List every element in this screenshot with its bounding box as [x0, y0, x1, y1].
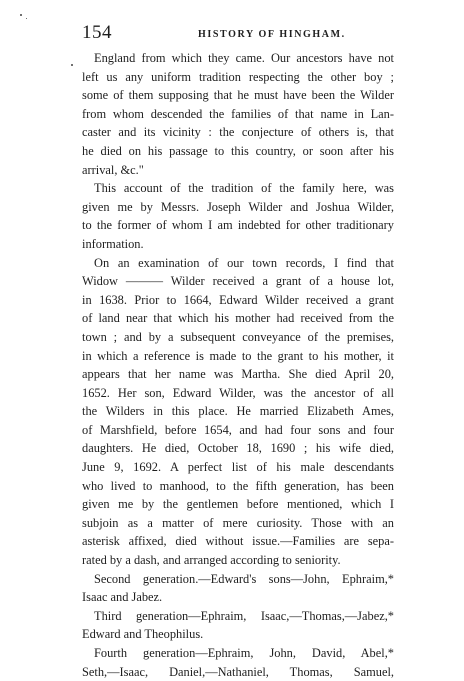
text-line: to the former of whom I am indebted for other traditionary: [82, 218, 394, 233]
text-line: 1652. Her son, Edward Wilder, was the ancestor of all: [82, 385, 394, 400]
text-line: Third generation—Ephraim, Isaac,—Thomas,—Jabez,*: [94, 608, 394, 623]
text-line: town ; and by a subsequent conveyance of the premises,: [82, 329, 394, 344]
text-line: appears that her name was Martha. She died April 20,: [82, 367, 394, 382]
text-line: Seth,—Isaac, Daniel,—Nathaniel, Thomas, Samuel,: [82, 664, 394, 679]
text-line: of Marshfield, before 1654, and had four sons and four: [82, 422, 394, 437]
text-line: England from which they came. Our ancestors have not: [94, 51, 394, 65]
text-line: in which a reference is made to the grant to his mother, it: [82, 348, 394, 363]
print-speck: [71, 64, 73, 66]
text-line: This account of the tradition of the family here, was: [94, 181, 394, 196]
text-line: from whom descended the families of that name in Lan-: [82, 106, 394, 121]
text-line: the Wilders in this place. He married Elizabeth Ames,: [82, 404, 394, 419]
text-line: given me by the gentlemen before mentioned, which I: [82, 497, 394, 512]
text-line: caster and its vicinity : the conjecture of others is, that: [82, 125, 394, 140]
text-line: rated by a dash, and arranged according to seniority.: [82, 553, 341, 568]
text-line: information.: [82, 236, 144, 251]
text-line: On an examination of our town records, I find that: [94, 255, 394, 270]
text-line: Widow ——— Wilder received a grant of a house lot,: [82, 274, 394, 289]
text-line: Fourth generation—Ephraim, John, David, Abel,*: [94, 646, 394, 660]
text-line: who lived to manhood, to the fifth generation, has been: [82, 478, 394, 493]
text-line: asterisk affixed, died without issue.—Families are sepa-: [82, 534, 394, 549]
text-line: of land near that which his mother had received from the: [82, 311, 394, 326]
text-line: left us any uniform tradition respecting the other boy ;: [82, 69, 394, 84]
print-speck: [26, 18, 27, 19]
print-speck: [20, 14, 22, 16]
text-line: he died on his passage to this country, or soon after his: [82, 143, 394, 158]
running-title: HISTORY OF HINGHAM.: [198, 29, 346, 40]
body-text: [82, 49, 394, 681]
text-line: arrival, &c.": [82, 162, 144, 177]
text-line: some of them supposing that he must have been the Wilder: [82, 88, 394, 103]
text-line: Edward and Theophilus.: [82, 627, 204, 642]
text-line: Isaac and Jabez.: [82, 590, 163, 605]
text-line: June 9, 1692. A perfect list of his male descendants: [82, 460, 394, 475]
text-line: daughters. He died, October 18, 1690 ; his wife died,: [82, 441, 394, 456]
text-line: in 1638. Prior to 1664, Edward Wilder received a grant: [82, 292, 394, 307]
text-line: given me by Messrs. Joseph Wilder and Joshua Wilder,: [82, 199, 394, 214]
text-line: Second generation.—Edward's sons—John, Ephraim,*: [94, 571, 394, 586]
text-line: subjoin as a matter of mere curiosity. Those with an: [82, 515, 394, 530]
page-number: 154: [82, 22, 112, 43]
